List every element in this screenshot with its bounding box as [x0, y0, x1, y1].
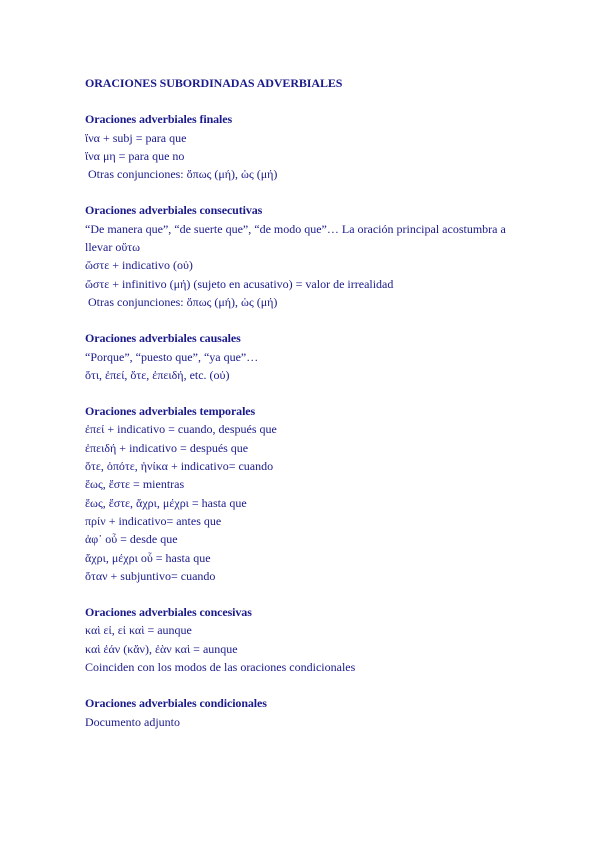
section-heading: Oraciones adverbiales causales [85, 331, 241, 346]
section-concesivas [85, 603, 525, 676]
section-line: Otras conjunciones: ὅπως (μή), ὡς (μή) [85, 167, 278, 182]
section-line: ὥστε + infinitivo (μή) (sujeto en acusativo) = valor de irrealidad [85, 276, 394, 291]
section-line: ὅτι, ἐπεί, ὅτε, ἐπειδή, etc. (οὐ) [85, 367, 230, 382]
section-temporales [85, 402, 525, 585]
section-line: πρίν + indicativo= antes que [85, 513, 222, 528]
section-line: ἕως, ἔστε = mientras [85, 477, 185, 492]
section-line: “De manera que”, “de suerte que”, “de modo que”… La oración principal acostumbra a llevar οὕτω [85, 221, 509, 255]
section-line: ἐπειδή + indicativo = después que [85, 440, 249, 455]
section-heading: Oraciones adverbiales consecutivas [85, 203, 263, 218]
section-line: ὅταν + subjuntivo= cuando [85, 568, 216, 583]
section-line: ὥστε + indicativo (οὐ) [85, 258, 193, 273]
section-line: Documento adjunto [85, 714, 180, 729]
section-line: ἵνα μη = para que no [85, 148, 185, 163]
section-line: “Porque”, “puesto que”, “ya que”… [85, 349, 259, 364]
section-heading: Oraciones adverbiales condicionales [85, 696, 267, 711]
section-finales [85, 110, 525, 183]
section-line: ἄχρι, μέχρι οὗ = hasta que [85, 550, 211, 565]
document-body [85, 74, 525, 749]
section-line: Coinciden con los modos de las oraciones condicionales [85, 660, 356, 675]
section-heading: Oraciones adverbiales finales [85, 112, 233, 127]
section-line: καὶ ἐάν (κἄν), ἐὰν καὶ = aunque [85, 641, 238, 656]
section-causales [85, 329, 525, 384]
section-condicionales [85, 694, 525, 731]
section-line: ὅτε, ὁπότε, ἡνίκα + indicativo= cuando [85, 459, 274, 474]
section-heading: Oraciones adverbiales temporales [85, 404, 256, 419]
section-consecutivas [85, 201, 525, 311]
section-line: Otras conjunciones: ὅπως (μή), ὡς (μή) [85, 294, 278, 309]
section-heading: Oraciones adverbiales concesivas [85, 605, 252, 620]
document-title: ORACIONES SUBORDINADAS ADVERBIALES [85, 76, 343, 90]
section-line: ἵνα + subj = para que [85, 130, 187, 145]
section-line: ἀφ᾽ οὗ = desde que [85, 532, 178, 547]
section-line: ἕως, ἔστε, ἄχρι, μέχρι = hasta que [85, 495, 247, 510]
section-line: καὶ εἰ, εἰ καὶ = aunque [85, 623, 192, 638]
section-line: ἐπεί + indicativo = cuando, después que [85, 422, 277, 437]
